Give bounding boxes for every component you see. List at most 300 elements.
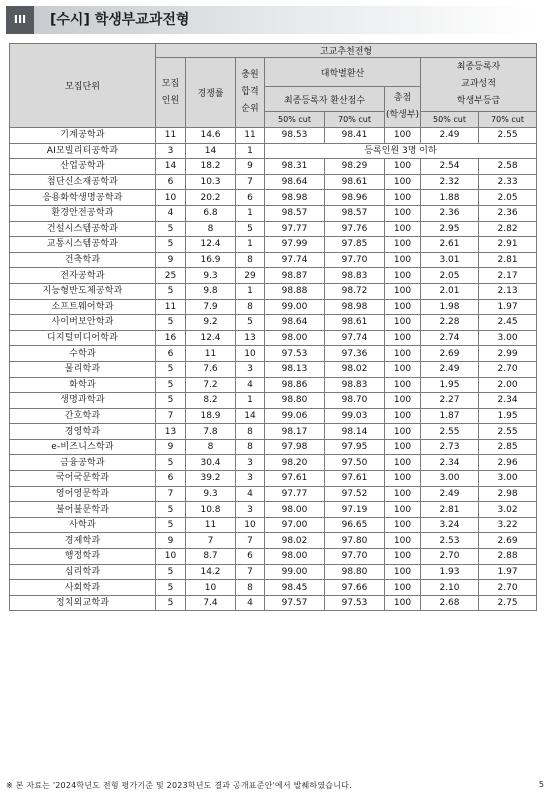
cell-quota: 5 bbox=[156, 502, 186, 518]
cell-c70: 98.83 bbox=[325, 268, 385, 284]
cell-c50: 97.57 bbox=[265, 595, 325, 611]
cell-ratio: 9.2 bbox=[186, 315, 236, 331]
cell-wait: 8 bbox=[236, 252, 265, 268]
header-quota bbox=[156, 58, 186, 128]
table-body bbox=[10, 128, 537, 611]
cell-g70: 3.22 bbox=[479, 517, 537, 533]
table-row bbox=[10, 439, 537, 455]
cell-quota: 9 bbox=[156, 252, 186, 268]
cell-quota: 5 bbox=[156, 361, 186, 377]
cell-quota: 9 bbox=[156, 439, 186, 455]
cell-name: 경영학과 bbox=[10, 424, 156, 440]
cell-g70: 2.58 bbox=[479, 159, 537, 175]
cell-wait: 7 bbox=[236, 174, 265, 190]
cell-g70: 2.45 bbox=[479, 315, 537, 331]
cell-wait: 8 bbox=[236, 299, 265, 315]
cell-c70: 98.70 bbox=[325, 393, 385, 409]
cell-c70: 97.85 bbox=[325, 237, 385, 253]
cell-g70: 2.98 bbox=[479, 486, 537, 502]
cell-c70: 98.02 bbox=[325, 361, 385, 377]
cell-g50: 2.70 bbox=[421, 549, 479, 565]
header-group-univ-conversion: 대학별환산 bbox=[265, 58, 421, 87]
cell-total: 100 bbox=[385, 471, 421, 487]
cell-name: 불어불문학과 bbox=[10, 502, 156, 518]
cell-ratio: 8 bbox=[186, 439, 236, 455]
cell-c50: 97.77 bbox=[265, 221, 325, 237]
cell-c50: 97.99 bbox=[265, 237, 325, 253]
cell-name: 간호학과 bbox=[10, 408, 156, 424]
cell-g50: 1.93 bbox=[421, 564, 479, 580]
section-header bbox=[6, 6, 536, 34]
cell-g50: 2.27 bbox=[421, 393, 479, 409]
cell-total: 100 bbox=[385, 283, 421, 299]
cell-g50: 1.98 bbox=[421, 299, 479, 315]
cell-quota: 5 bbox=[156, 393, 186, 409]
cell-total: 100 bbox=[385, 533, 421, 549]
cell-wait: 10 bbox=[236, 517, 265, 533]
cell-quota: 7 bbox=[156, 408, 186, 424]
cell-c50: 97.53 bbox=[265, 346, 325, 362]
cell-quota: 11 bbox=[156, 299, 186, 315]
section-number-mark: III bbox=[6, 6, 34, 34]
cell-name: 첨단신소재공학과 bbox=[10, 174, 156, 190]
cell-ratio: 10.8 bbox=[186, 502, 236, 518]
cell-name: 교통시스템공학과 bbox=[10, 237, 156, 253]
cell-total: 100 bbox=[385, 299, 421, 315]
cell-c50: 98.80 bbox=[265, 393, 325, 409]
cell-total: 100 bbox=[385, 128, 421, 144]
cell-g50: 2.49 bbox=[421, 361, 479, 377]
cell-name: 정치외교학과 bbox=[10, 595, 156, 611]
cell-name: 산업공학과 bbox=[10, 159, 156, 175]
cell-total: 100 bbox=[385, 393, 421, 409]
cell-g70: 2.00 bbox=[479, 377, 537, 393]
cell-ratio: 11 bbox=[186, 346, 236, 362]
cell-ratio: 18.9 bbox=[186, 408, 236, 424]
cell-name: 사이버보안학과 bbox=[10, 315, 156, 331]
cell-c50: 98.87 bbox=[265, 268, 325, 284]
cell-c50: 98.86 bbox=[265, 377, 325, 393]
cell-ratio: 8.7 bbox=[186, 549, 236, 565]
cell-g70: 2.55 bbox=[479, 424, 537, 440]
cell-c70: 98.83 bbox=[325, 377, 385, 393]
cell-total: 100 bbox=[385, 486, 421, 502]
header-waitlist-text: 충원 합격 순위 bbox=[241, 70, 259, 114]
header-grade-cut-70: 70% cut bbox=[479, 112, 537, 128]
cell-g50: 2.74 bbox=[421, 330, 479, 346]
table-row bbox=[10, 346, 537, 362]
cell-g50: 2.81 bbox=[421, 502, 479, 518]
cell-name: 건축학과 bbox=[10, 252, 156, 268]
cell-c50: 98.57 bbox=[265, 205, 325, 221]
cell-wait: 9 bbox=[236, 159, 265, 175]
cell-g50: 2.55 bbox=[421, 424, 479, 440]
cell-c70: 98.41 bbox=[325, 128, 385, 144]
section-title: [수시] 학생부교과전형 bbox=[50, 12, 190, 28]
cell-ratio: 20.2 bbox=[186, 190, 236, 206]
cell-ratio: 7.8 bbox=[186, 424, 236, 440]
cell-c70: 98.29 bbox=[325, 159, 385, 175]
cell-c50: 99.06 bbox=[265, 408, 325, 424]
cell-c50: 97.77 bbox=[265, 486, 325, 502]
cell-total: 100 bbox=[385, 517, 421, 533]
cell-wait: 11 bbox=[236, 128, 265, 144]
cell-g50: 2.10 bbox=[421, 580, 479, 596]
cell-g50: 2.28 bbox=[421, 315, 479, 331]
cell-quota: 6 bbox=[156, 471, 186, 487]
cell-total: 100 bbox=[385, 330, 421, 346]
table-row bbox=[10, 361, 537, 377]
cell-quota: 4 bbox=[156, 205, 186, 221]
cell-ratio: 8 bbox=[186, 221, 236, 237]
cell-c70: 97.66 bbox=[325, 580, 385, 596]
cell-g50: 1.87 bbox=[421, 408, 479, 424]
cell-c70: 97.53 bbox=[325, 595, 385, 611]
cell-c50: 98.88 bbox=[265, 283, 325, 299]
cell-c50: 97.98 bbox=[265, 439, 325, 455]
cell-wait: 3 bbox=[236, 502, 265, 518]
cell-c50: 98.64 bbox=[265, 174, 325, 190]
cell-name: 사학과 bbox=[10, 517, 156, 533]
cell-total: 100 bbox=[385, 221, 421, 237]
cell-name: 디지털미디어학과 bbox=[10, 330, 156, 346]
cell-g70: 2.85 bbox=[479, 439, 537, 455]
cell-g70: 2.13 bbox=[479, 283, 537, 299]
cell-total: 100 bbox=[385, 268, 421, 284]
cell-name: 응용화학생명공학과 bbox=[10, 190, 156, 206]
cell-wait: 13 bbox=[236, 330, 265, 346]
cell-name: 사회학과 bbox=[10, 580, 156, 596]
cell-ratio: 10 bbox=[186, 580, 236, 596]
cell-c70: 97.70 bbox=[325, 549, 385, 565]
cell-g50: 2.68 bbox=[421, 595, 479, 611]
cell-c50: 98.00 bbox=[265, 502, 325, 518]
cell-g70: 1.97 bbox=[479, 299, 537, 315]
table-row bbox=[10, 315, 537, 331]
cell-c70: 98.57 bbox=[325, 205, 385, 221]
cell-total: 100 bbox=[385, 205, 421, 221]
cell-g70: 3.00 bbox=[479, 471, 537, 487]
table-row bbox=[10, 564, 537, 580]
table-row bbox=[10, 595, 537, 611]
cell-ratio: 7.6 bbox=[186, 361, 236, 377]
cell-name: 금융공학과 bbox=[10, 455, 156, 471]
cell-c70: 96.65 bbox=[325, 517, 385, 533]
cell-g50: 2.53 bbox=[421, 533, 479, 549]
cell-g50: 3.01 bbox=[421, 252, 479, 268]
cell-ratio: 9.8 bbox=[186, 283, 236, 299]
cell-c70: 97.80 bbox=[325, 533, 385, 549]
cell-quota: 5 bbox=[156, 221, 186, 237]
cell-quota: 5 bbox=[156, 237, 186, 253]
cell-total: 100 bbox=[385, 424, 421, 440]
cell-wait: 7 bbox=[236, 564, 265, 580]
cell-ratio: 6.8 bbox=[186, 205, 236, 221]
table-row bbox=[10, 455, 537, 471]
cell-g70: 2.55 bbox=[479, 128, 537, 144]
cell-g50: 2.54 bbox=[421, 159, 479, 175]
table-row bbox=[10, 174, 537, 190]
cell-ratio: 18.2 bbox=[186, 159, 236, 175]
cell-quota: 9 bbox=[156, 533, 186, 549]
header-score-cut-70: 70% cut bbox=[325, 112, 385, 128]
header-unit: 모집단위 bbox=[10, 44, 156, 128]
cell-wait: 8 bbox=[236, 439, 265, 455]
cell-g50: 2.69 bbox=[421, 346, 479, 362]
cell-g50: 2.73 bbox=[421, 439, 479, 455]
cell-c50: 97.74 bbox=[265, 252, 325, 268]
cell-ratio: 12.4 bbox=[186, 330, 236, 346]
cell-g50: 2.49 bbox=[421, 128, 479, 144]
cell-c50: 99.00 bbox=[265, 299, 325, 315]
cell-wait: 4 bbox=[236, 486, 265, 502]
cell-ratio: 14.6 bbox=[186, 128, 236, 144]
table-row bbox=[10, 471, 537, 487]
cell-g50: 3.00 bbox=[421, 471, 479, 487]
header-total-score bbox=[385, 87, 421, 128]
cell-quota: 6 bbox=[156, 174, 186, 190]
cell-c50: 98.64 bbox=[265, 315, 325, 331]
cell-total: 100 bbox=[385, 564, 421, 580]
cell-c50: 98.31 bbox=[265, 159, 325, 175]
cell-wait: 10 bbox=[236, 346, 265, 362]
cell-g70: 2.82 bbox=[479, 221, 537, 237]
table-row bbox=[10, 517, 537, 533]
table-row bbox=[10, 190, 537, 206]
cell-name: 행정학과 bbox=[10, 549, 156, 565]
cell-quota: 10 bbox=[156, 549, 186, 565]
cell-name: 전자공학과 bbox=[10, 268, 156, 284]
cell-g70: 3.02 bbox=[479, 502, 537, 518]
cell-ratio: 8.2 bbox=[186, 393, 236, 409]
cell-wait: 5 bbox=[236, 221, 265, 237]
cell-c50: 98.00 bbox=[265, 330, 325, 346]
cell-quota: 5 bbox=[156, 595, 186, 611]
cell-g50: 1.95 bbox=[421, 377, 479, 393]
cell-g50: 2.61 bbox=[421, 237, 479, 253]
cell-g70: 2.88 bbox=[479, 549, 537, 565]
cell-name: AI모빌리티공학과 bbox=[10, 143, 156, 159]
cell-c50: 98.20 bbox=[265, 455, 325, 471]
cell-g70: 2.81 bbox=[479, 252, 537, 268]
cell-quota: 5 bbox=[156, 455, 186, 471]
cell-total: 100 bbox=[385, 439, 421, 455]
cell-c50: 98.13 bbox=[265, 361, 325, 377]
cell-total: 100 bbox=[385, 580, 421, 596]
cell-wait: 3 bbox=[236, 471, 265, 487]
cell-c70: 98.72 bbox=[325, 283, 385, 299]
cell-c70: 98.98 bbox=[325, 299, 385, 315]
cell-ratio: 7.2 bbox=[186, 377, 236, 393]
cell-c70: 97.36 bbox=[325, 346, 385, 362]
cell-g50: 3.24 bbox=[421, 517, 479, 533]
cell-c70: 97.52 bbox=[325, 486, 385, 502]
cell-name: 건설시스템공학과 bbox=[10, 221, 156, 237]
cell-c70: 97.50 bbox=[325, 455, 385, 471]
cell-wait: 8 bbox=[236, 580, 265, 596]
cell-total: 100 bbox=[385, 377, 421, 393]
cell-ratio: 12.4 bbox=[186, 237, 236, 253]
header-converted-score: 최종등록자 환산점수 bbox=[265, 87, 385, 112]
cell-wait: 1 bbox=[236, 283, 265, 299]
table-row bbox=[10, 486, 537, 502]
cell-g70: 2.69 bbox=[479, 533, 537, 549]
cell-quota: 5 bbox=[156, 564, 186, 580]
cell-c50: 98.98 bbox=[265, 190, 325, 206]
cell-g70: 2.91 bbox=[479, 237, 537, 253]
cell-quota: 5 bbox=[156, 517, 186, 533]
cell-wait: 6 bbox=[236, 549, 265, 565]
cell-name: 영어영문학과 bbox=[10, 486, 156, 502]
cell-wait: 3 bbox=[236, 455, 265, 471]
cell-g70: 1.97 bbox=[479, 564, 537, 580]
table-row bbox=[10, 502, 537, 518]
table-row bbox=[10, 159, 537, 175]
cell-quota: 25 bbox=[156, 268, 186, 284]
cell-g70: 2.99 bbox=[479, 346, 537, 362]
cell-c50: 98.53 bbox=[265, 128, 325, 144]
cell-total: 100 bbox=[385, 361, 421, 377]
header-total-text: 총점 (학생부) bbox=[385, 93, 420, 120]
cell-total: 100 bbox=[385, 346, 421, 362]
cell-quota: 7 bbox=[156, 486, 186, 502]
cell-ratio: 16.9 bbox=[186, 252, 236, 268]
table-row bbox=[10, 221, 537, 237]
header-grade-text: 최종등록자 교과성적 학생부등급 bbox=[456, 62, 501, 106]
header-quota-text: 모집 인원 bbox=[161, 78, 180, 106]
cell-name: 수학과 bbox=[10, 346, 156, 362]
header-score-cut-50: 50% cut bbox=[265, 112, 325, 128]
cell-wait: 4 bbox=[236, 595, 265, 611]
header-group-school-recommendation: 고교추천전형 bbox=[156, 44, 537, 58]
cell-c50: 97.61 bbox=[265, 471, 325, 487]
cell-g50: 2.01 bbox=[421, 283, 479, 299]
header-waitlist-rank bbox=[236, 58, 265, 128]
cell-total: 100 bbox=[385, 549, 421, 565]
cell-c70: 97.95 bbox=[325, 439, 385, 455]
table-row bbox=[10, 143, 537, 159]
cell-g70: 2.05 bbox=[479, 190, 537, 206]
cell-ratio: 9.3 bbox=[186, 486, 236, 502]
cell-g70: 2.96 bbox=[479, 455, 537, 471]
cell-name: 경제학과 bbox=[10, 533, 156, 549]
cell-wait: 4 bbox=[236, 377, 265, 393]
table-row bbox=[10, 549, 537, 565]
table-row bbox=[10, 268, 537, 284]
cell-g50: 2.32 bbox=[421, 174, 479, 190]
cell-g70: 1.95 bbox=[479, 408, 537, 424]
cell-name: 물리학과 bbox=[10, 361, 156, 377]
cell-quota: 5 bbox=[156, 283, 186, 299]
cell-wait: 1 bbox=[236, 205, 265, 221]
cell-ratio: 39.2 bbox=[186, 471, 236, 487]
cell-total: 100 bbox=[385, 252, 421, 268]
cell-name: 지능형반도체공학과 bbox=[10, 283, 156, 299]
cell-c70: 97.61 bbox=[325, 471, 385, 487]
cell-g70: 2.33 bbox=[479, 174, 537, 190]
cell-quota: 14 bbox=[156, 159, 186, 175]
cell-ratio: 7.9 bbox=[186, 299, 236, 315]
cell-wait: 8 bbox=[236, 424, 265, 440]
cell-ratio: 10.3 bbox=[186, 174, 236, 190]
cell-c50: 98.45 bbox=[265, 580, 325, 596]
table-row bbox=[10, 424, 537, 440]
cell-c50: 98.00 bbox=[265, 549, 325, 565]
cell-total: 100 bbox=[385, 174, 421, 190]
cell-c50: 98.17 bbox=[265, 424, 325, 440]
cell-g50: 2.05 bbox=[421, 268, 479, 284]
cell-ratio: 14.2 bbox=[186, 564, 236, 580]
cell-c70: 99.03 bbox=[325, 408, 385, 424]
cell-g50: 2.49 bbox=[421, 486, 479, 502]
cell-quota: 5 bbox=[156, 580, 186, 596]
cell-wait: 1 bbox=[236, 237, 265, 253]
header-group-grade bbox=[421, 58, 537, 112]
cell-g50: 2.34 bbox=[421, 455, 479, 471]
cell-g70: 2.70 bbox=[479, 361, 537, 377]
cell-g70: 2.36 bbox=[479, 205, 537, 221]
footer-note: ※ 본 자료는 '2024학년도 전형 평가기준 및 2023학년도 결과 공개표준안'에서 발췌하였습니다. bbox=[6, 781, 352, 790]
table-row bbox=[10, 377, 537, 393]
table-row bbox=[10, 205, 537, 221]
cell-quota: 5 bbox=[156, 315, 186, 331]
cell-c50: 99.00 bbox=[265, 564, 325, 580]
cell-quota: 13 bbox=[156, 424, 186, 440]
cell-g50: 2.95 bbox=[421, 221, 479, 237]
cell-c70: 97.19 bbox=[325, 502, 385, 518]
cell-g70: 2.17 bbox=[479, 268, 537, 284]
cell-c70: 97.76 bbox=[325, 221, 385, 237]
cell-g70: 2.34 bbox=[479, 393, 537, 409]
cell-g70: 2.70 bbox=[479, 580, 537, 596]
cell-wait: 29 bbox=[236, 268, 265, 284]
table-row bbox=[10, 393, 537, 409]
cell-c50: 97.00 bbox=[265, 517, 325, 533]
cell-c70: 98.61 bbox=[325, 174, 385, 190]
cell-quota: 3 bbox=[156, 143, 186, 159]
cell-note: 등록인원 3명 이하 bbox=[265, 143, 537, 159]
cell-ratio: 14 bbox=[186, 143, 236, 159]
header-grade-cut-50: 50% cut bbox=[421, 112, 479, 128]
cell-g70: 3.00 bbox=[479, 330, 537, 346]
cell-ratio: 7 bbox=[186, 533, 236, 549]
table-row bbox=[10, 533, 537, 549]
table-row bbox=[10, 408, 537, 424]
cell-total: 100 bbox=[385, 455, 421, 471]
cell-quota: 5 bbox=[156, 377, 186, 393]
cell-wait: 14 bbox=[236, 408, 265, 424]
cell-c70: 98.61 bbox=[325, 315, 385, 331]
cell-g50: 2.36 bbox=[421, 205, 479, 221]
cell-total: 100 bbox=[385, 315, 421, 331]
cell-total: 100 bbox=[385, 502, 421, 518]
cell-quota: 16 bbox=[156, 330, 186, 346]
table-row bbox=[10, 580, 537, 596]
cell-ratio: 11 bbox=[186, 517, 236, 533]
cell-g70: 2.75 bbox=[479, 595, 537, 611]
cell-c50: 98.02 bbox=[265, 533, 325, 549]
cell-c70: 98.14 bbox=[325, 424, 385, 440]
table-row bbox=[10, 237, 537, 253]
header-ratio: 경쟁률 bbox=[186, 58, 236, 128]
cell-name: 심리학과 bbox=[10, 564, 156, 580]
cell-ratio: 30.4 bbox=[186, 455, 236, 471]
cell-wait: 1 bbox=[236, 393, 265, 409]
cell-name: 화학과 bbox=[10, 377, 156, 393]
cell-name: 기계공학과 bbox=[10, 128, 156, 144]
cell-name: e-비즈니스학과 bbox=[10, 439, 156, 455]
cell-wait: 5 bbox=[236, 315, 265, 331]
